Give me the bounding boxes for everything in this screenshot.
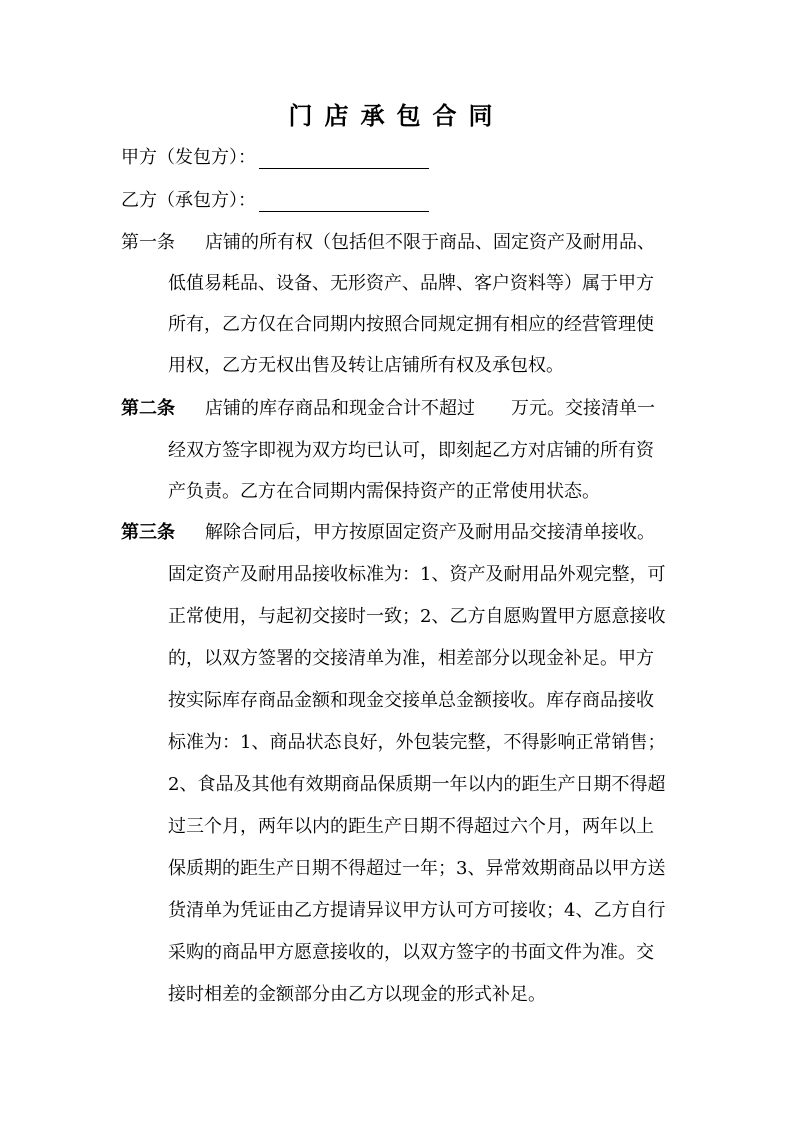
article-3-text-line: 过三个月，两年以内的距生产日期不得超过六个月，两年以上 [168, 816, 654, 837]
article-3-text-line: 的，以双方签署的交接清单为准，相差部分以现金补足。甲方 [168, 648, 654, 669]
article-3-first-line [121, 521, 655, 545]
article-3-text-line: 标准为：1、商品状态良好，外包装完整，不得影响正常销售； [168, 732, 666, 753]
article-3-text-line: 2、食品及其他有效期商品保质期一年以内的距生产日期不得超 [168, 774, 666, 795]
article-1-label: 第一条 [121, 232, 175, 253]
article-1-first-line [121, 231, 655, 255]
article-3-text-line: 解除合同后，甲方按原固定资产及耐用品交接清单接收。 [205, 522, 655, 543]
article-2-text-line: 经双方签字即视为双方均已认可，即刻起乙方对店铺的所有资 [168, 440, 654, 461]
article-1-text-line: 用权，乙方无权出售及转让店铺所有权及承包权。 [168, 355, 564, 376]
article-1-text-line: 店铺的所有权（包括但不限于商品、固定资产及耐用品、 [205, 232, 655, 253]
article-2-text-before: 店铺的库存商品和现金合计不超过 [205, 398, 475, 419]
article-2-label: 第二条 [121, 398, 175, 419]
article-3-text-line: 接时相差的金额部分由乙方以现金的形式补足。 [168, 984, 546, 1005]
article-2-text-after: 万元。交接清单一 [511, 398, 655, 419]
party-b-label: 乙方（承包方）： [121, 190, 256, 211]
article-3-label: 第三条 [121, 522, 175, 543]
article-3-text-line: 固定资产及耐用品接收标准为：1、资产及耐用品外观完整，可 [168, 564, 666, 585]
article-2-text-line: 产负责。乙方在合同期内需保持资产的正常使用状态。 [168, 481, 600, 502]
document-title: 门店承包合同 [288, 101, 505, 130]
article-3-text-line: 货清单为凭证由乙方提请异议甲方认可方可接收；4、乙方自行 [168, 900, 666, 921]
article-3-text-line: 采购的商品甲方愿意接收的，以双方签字的书面文件为准。交 [168, 942, 654, 963]
party-a-label: 甲方（发包方）： [121, 147, 256, 168]
article-3-text-line: 按实际库存商品金额和现金交接单总金额接收。库存商品接收 [168, 690, 654, 711]
article-1-text-line: 低值易耗品、设备、无形资产、品牌、客户资料等）属于甲方 [168, 273, 654, 294]
article-1-text-line: 所有，乙方仅在合同期内按照合同规定拥有相应的经营管理使 [168, 314, 654, 335]
article-3-text-line: 保质期的距生产日期不得超过一年；3、异常效期商品以甲方送 [168, 858, 666, 879]
party-b-blank[interactable] [259, 211, 429, 212]
party-a-blank[interactable] [259, 168, 429, 169]
article-2-first-line [121, 397, 655, 421]
article-3-text-line: 正常使用，与起初交接时一致；2、乙方自愿购置甲方愿意接收 [168, 606, 666, 627]
